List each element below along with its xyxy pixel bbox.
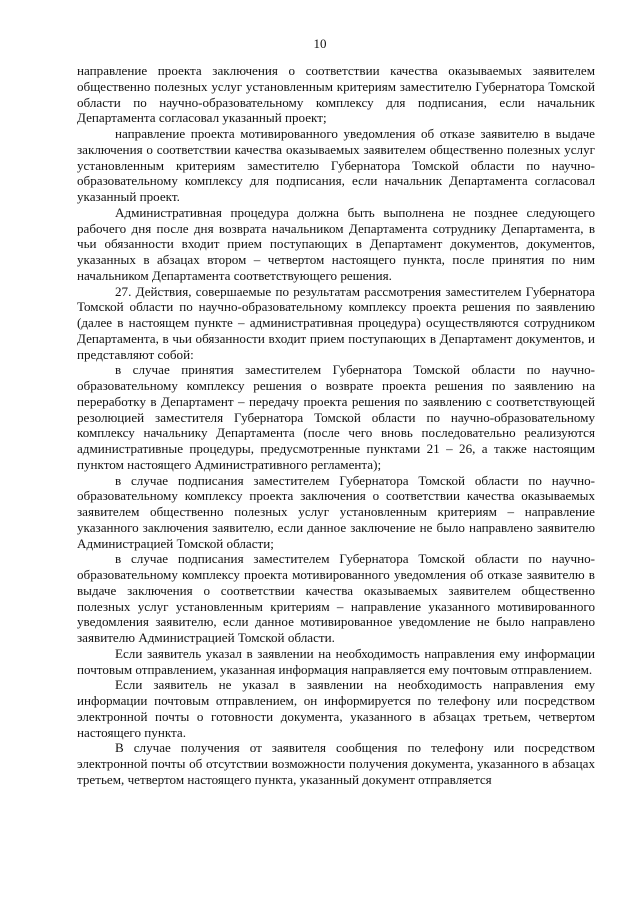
page-number: 10 xyxy=(313,36,327,51)
paragraph-3: Административная процедура должна быть выполнена не позднее следующего рабочего дня после дня возврата начальником Департамента сотруднику Департамента, в чьи обязанности входит прием поступающих в Департамент документов, документов, указанных в абзацах втором – четвертом настоящего пункта, после принятия по ним начальником Департамента соответствующего решения. xyxy=(77,204,595,283)
paragraph-2: направление проекта мотивированного уведомления об отказе заявителю в выдаче заключения о соответствии качества оказываемых заявителем общественно полезных услуг установленным критериям заместителю Губернатора Томской области по научно-образовательному комплексу для подписания, если начальник Департамента согласовал указанный проект. xyxy=(77,126,595,204)
document-body xyxy=(77,63,595,788)
paragraph-4-item-27: 27. Действия, совершаемые по результатам рассмотрения заместителем Губернатора Томской области по научно-образовательному комплексу проекта решения по заявлению (далее в настоящем пункте – административная процедура) осуществляются сотрудником Департамента, в чьи обязанности входит прием поступающих в Департамент документов, и представляют собой: xyxy=(77,283,595,362)
paragraph-8: Если заявитель указал в заявлении на необходимость направления ему информации почтовым отправлением, указанная информация направляется ему почтовым отправлением. xyxy=(77,645,595,677)
paragraph-7: в случае подписания заместителем Губернатора Томской области по научно-образовательному комплексу проекта мотивированного уведомления об отказе заявителю в выдаче заключения о соответствии качества оказываемых заявителем общественно полезных услуг установленным критериям – направление указанного мотивированного уведомления заявителю, если данное мотивированное уведомление не было направлено заявителю Администрацией Томской области. xyxy=(77,551,595,645)
paragraph-6: в случае подписания заместителем Губернатора Томской области по научно-образовательному комплексу проекта заключения о соответствии качества оказываемых заявителем общественно полезных услуг установленным критериям – направление указанного заключения заявителю, если данное заключение не было направлено заявителю Администрацией Томской области; xyxy=(77,472,595,551)
paragraph-10: В случае получения от заявителя сообщения по телефону или посредством электронной почты об отсутствии возможности получения документа, указанного в абзацах третьем, четвертом настоящего пункта, указанный документ отправляется xyxy=(77,740,595,787)
paragraph-9: Если заявитель не указал в заявлении на необходимость направления ему информации почтовым отправлением, он информируется по телефону или посредством электронной почты о готовности документа, указанного в абзацах третьем, четвертом настоящего пункта. xyxy=(77,677,595,740)
paragraph-5: в случае принятия заместителем Губернатора Томской области по научно-образовательному комплексу решения о возврате проекта решения по заявлению на переработку в Департамент – передачу проекта решения по заявлению с соответствующей резолюцией заместителя Губернатора Томской области по научно-образовательному комплексу начальнику Департамента (после чего вновь последовательно реализуются административные процедуры, предусмотренные пунктами 21 – 26, а также настоящим пунктом настоящего Административного регламента); xyxy=(77,362,595,472)
paragraph-1: направление проекта заключения о соответствии качества оказываемых заявителем общественно полезных услуг установленным критериям заместителю Губернатора Томской области по научно-образовательному комплексу для подписания, если начальник Департамента согласовал указанный проект; xyxy=(77,63,595,126)
